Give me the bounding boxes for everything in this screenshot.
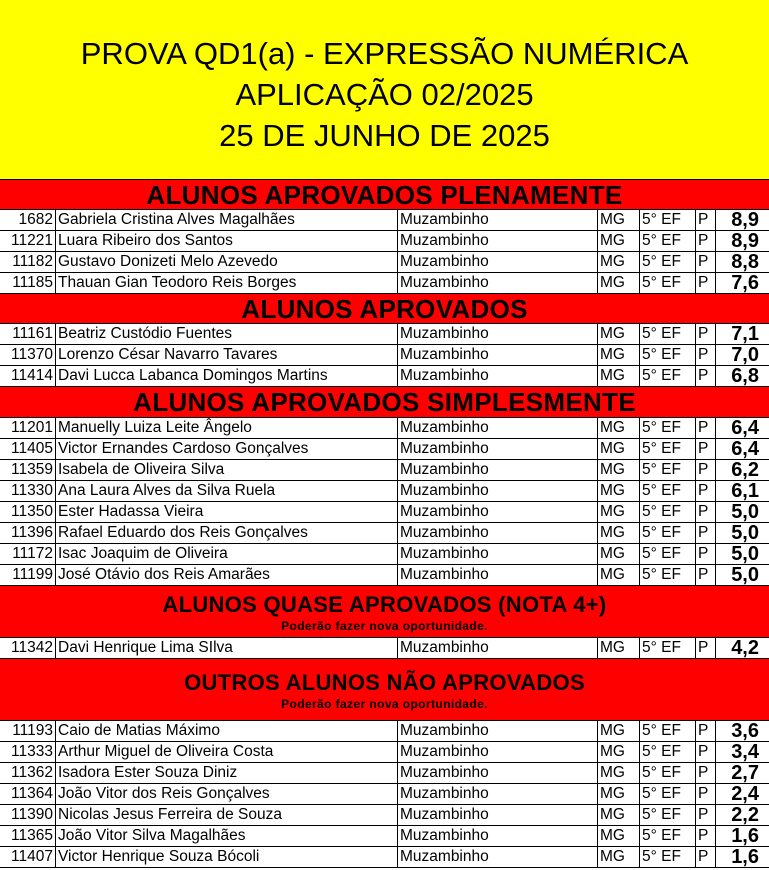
student-grade: 5° EF xyxy=(640,638,696,658)
student-id: 11350 xyxy=(0,502,56,522)
student-score: 2,4 xyxy=(731,784,759,804)
student-score: 5,0 xyxy=(731,523,759,543)
student-grade: 5° EF xyxy=(640,273,696,293)
student-id: 11199 xyxy=(0,565,56,585)
student-grade: 5° EF xyxy=(640,826,696,846)
student-id: 11364 xyxy=(0,784,56,804)
student-state: MG xyxy=(598,523,640,543)
section-header xyxy=(0,586,769,638)
student-grade: 5° EF xyxy=(640,210,696,230)
student-type: P xyxy=(696,523,716,543)
student-id: 11362 xyxy=(0,763,56,783)
student-id: 11161 xyxy=(0,324,56,344)
student-type: P xyxy=(696,805,716,825)
table-row xyxy=(0,418,769,439)
table-row xyxy=(0,345,769,366)
student-state: MG xyxy=(598,418,640,438)
student-city: Muzambinho xyxy=(398,252,598,272)
section-subtitle: Poderão fazer nova oportunidade. xyxy=(281,696,488,711)
table-row xyxy=(0,826,769,847)
table-row xyxy=(0,721,769,742)
student-grade: 5° EF xyxy=(640,544,696,564)
student-state: MG xyxy=(598,826,640,846)
student-type: P xyxy=(696,439,716,459)
table-row xyxy=(0,565,769,586)
section-header xyxy=(0,180,769,210)
section-title: OUTROS ALUNOS NÃO APROVADOS xyxy=(184,669,585,695)
student-name: Manuelly Luiza Leite Ângelo xyxy=(56,418,398,438)
table-row xyxy=(0,231,769,252)
student-city: Muzambinho xyxy=(398,481,598,501)
student-score: 6,4 xyxy=(731,439,759,459)
student-state: MG xyxy=(598,210,640,230)
student-id: 11370 xyxy=(0,345,56,365)
student-grade: 5° EF xyxy=(640,439,696,459)
student-city: Muzambinho xyxy=(398,439,598,459)
section-title: ALUNOS APROVADOS xyxy=(241,293,528,324)
student-state: MG xyxy=(598,252,640,272)
student-score: 7,6 xyxy=(731,273,759,293)
student-state: MG xyxy=(598,544,640,564)
student-type: P xyxy=(696,366,716,386)
section-title: ALUNOS APROVADOS PLENAMENTE xyxy=(146,179,623,210)
student-id: 11172 xyxy=(0,544,56,564)
student-id: 11333 xyxy=(0,742,56,762)
section-header xyxy=(0,659,769,721)
student-score: 2,2 xyxy=(731,805,759,825)
student-city: Muzambinho xyxy=(398,638,598,658)
student-id: 11359 xyxy=(0,460,56,480)
student-score: 3,6 xyxy=(731,721,759,741)
student-id: 1682 xyxy=(0,210,56,230)
student-score: 6,1 xyxy=(731,481,759,501)
student-type: P xyxy=(696,231,716,251)
student-city: Muzambinho xyxy=(398,502,598,522)
student-state: MG xyxy=(598,638,640,658)
student-grade: 5° EF xyxy=(640,805,696,825)
student-id: 11182 xyxy=(0,252,56,272)
student-name: José Otávio dos Reis Amarães xyxy=(56,565,398,585)
student-type: P xyxy=(696,784,716,804)
student-score: 6,4 xyxy=(731,418,759,438)
student-name: Arthur Miguel de Oliveira Costa xyxy=(56,742,398,762)
student-state: MG xyxy=(598,502,640,522)
exam-title: PROVA QD1(a) - EXPRESSÃO NUMÉRICA xyxy=(80,36,689,71)
student-id: 11365 xyxy=(0,826,56,846)
student-type: P xyxy=(696,502,716,522)
student-state: MG xyxy=(598,460,640,480)
student-state: MG xyxy=(598,231,640,251)
student-name: Davi Lucca Labanca Domingos Martins xyxy=(56,366,398,386)
student-type: P xyxy=(696,418,716,438)
student-name: João Vitor Silva Magalhães xyxy=(56,826,398,846)
sections-container xyxy=(0,180,769,868)
student-grade: 5° EF xyxy=(640,784,696,804)
student-id: 11390 xyxy=(0,805,56,825)
student-name: Isabela de Oliveira Silva xyxy=(56,460,398,480)
student-score: 5,0 xyxy=(731,565,759,585)
student-name: Isadora Ester Souza Diniz xyxy=(56,763,398,783)
student-name: Nicolas Jesus Ferreira de Souza xyxy=(56,805,398,825)
student-name: Ana Laura Alves da Silva Ruela xyxy=(56,481,398,501)
student-type: P xyxy=(696,544,716,564)
student-score: 8,8 xyxy=(731,252,759,272)
student-city: Muzambinho xyxy=(398,324,598,344)
student-name: Gustavo Donizeti Melo Azevedo xyxy=(56,252,398,272)
student-type: P xyxy=(696,565,716,585)
student-city: Muzambinho xyxy=(398,231,598,251)
student-city: Muzambinho xyxy=(398,523,598,543)
student-id: 11342 xyxy=(0,638,56,658)
student-id: 11185 xyxy=(0,273,56,293)
student-name: João Vitor dos Reis Gonçalves xyxy=(56,784,398,804)
student-name: Victor Henrique Souza Bócoli xyxy=(56,847,398,867)
student-state: MG xyxy=(598,439,640,459)
student-id: 11193 xyxy=(0,721,56,741)
student-score: 8,9 xyxy=(731,231,759,251)
student-city: Muzambinho xyxy=(398,460,598,480)
table-row xyxy=(0,805,769,826)
student-grade: 5° EF xyxy=(640,231,696,251)
student-state: MG xyxy=(598,805,640,825)
student-grade: 5° EF xyxy=(640,721,696,741)
table-row xyxy=(0,638,769,659)
student-city: Muzambinho xyxy=(398,805,598,825)
student-score: 5,0 xyxy=(731,502,759,522)
table-row xyxy=(0,544,769,565)
table-row xyxy=(0,324,769,345)
student-grade: 5° EF xyxy=(640,847,696,867)
student-city: Muzambinho xyxy=(398,721,598,741)
table-row xyxy=(0,502,769,523)
student-city: Muzambinho xyxy=(398,847,598,867)
section-subtitle: Poderão fazer nova oportunidade. xyxy=(281,618,488,633)
student-name: Gabriela Cristina Alves Magalhães xyxy=(56,210,398,230)
student-grade: 5° EF xyxy=(640,366,696,386)
student-name: Thauan Gian Teodoro Reis Borges xyxy=(56,273,398,293)
student-grade: 5° EF xyxy=(640,345,696,365)
section-header xyxy=(0,294,769,324)
student-grade: 5° EF xyxy=(640,481,696,501)
student-grade: 5° EF xyxy=(640,523,696,543)
exam-date: 25 DE JUNHO DE 2025 xyxy=(219,118,550,153)
student-type: P xyxy=(696,763,716,783)
student-type: P xyxy=(696,826,716,846)
student-grade: 5° EF xyxy=(640,252,696,272)
student-city: Muzambinho xyxy=(398,366,598,386)
student-type: P xyxy=(696,460,716,480)
table-row xyxy=(0,523,769,544)
student-score: 6,2 xyxy=(731,460,759,480)
student-city: Muzambinho xyxy=(398,565,598,585)
student-id: 11396 xyxy=(0,523,56,543)
student-state: MG xyxy=(598,847,640,867)
student-grade: 5° EF xyxy=(640,460,696,480)
student-city: Muzambinho xyxy=(398,742,598,762)
table-row xyxy=(0,784,769,805)
student-grade: 5° EF xyxy=(640,418,696,438)
student-score: 3,4 xyxy=(731,742,759,762)
section-title: ALUNOS APROVADOS SIMPLESMENTE xyxy=(133,387,636,417)
table-row xyxy=(0,763,769,784)
section-title: ALUNOS QUASE APROVADOS (NOTA 4+) xyxy=(162,591,607,617)
student-grade: 5° EF xyxy=(640,742,696,762)
table-row xyxy=(0,439,769,460)
student-type: P xyxy=(696,345,716,365)
student-state: MG xyxy=(598,481,640,501)
student-id: 11414 xyxy=(0,366,56,386)
student-state: MG xyxy=(598,345,640,365)
student-grade: 5° EF xyxy=(640,502,696,522)
table-row xyxy=(0,742,769,763)
student-state: MG xyxy=(598,366,640,386)
student-name: Isac Joaquim de Oliveira xyxy=(56,544,398,564)
student-id: 11330 xyxy=(0,481,56,501)
student-city: Muzambinho xyxy=(398,345,598,365)
student-type: P xyxy=(696,273,716,293)
table-row xyxy=(0,481,769,502)
student-name: Luara Ribeiro dos Santos xyxy=(56,231,398,251)
student-id: 11201 xyxy=(0,418,56,438)
student-name: Caio de Matias Máximo xyxy=(56,721,398,741)
student-name: Lorenzo César Navarro Tavares xyxy=(56,345,398,365)
section-header xyxy=(0,387,769,418)
student-state: MG xyxy=(598,273,640,293)
student-id: 11407 xyxy=(0,847,56,867)
table-row xyxy=(0,366,769,387)
student-grade: 5° EF xyxy=(640,565,696,585)
student-score: 7,0 xyxy=(731,345,759,365)
student-state: MG xyxy=(598,324,640,344)
student-name: Beatriz Custódio Fuentes xyxy=(56,324,398,344)
student-score: 1,6 xyxy=(731,826,759,846)
student-type: P xyxy=(696,210,716,230)
student-type: P xyxy=(696,481,716,501)
student-type: P xyxy=(696,847,716,867)
student-score: 5,0 xyxy=(731,544,759,564)
student-id: 11221 xyxy=(0,231,56,251)
student-id: 11405 xyxy=(0,439,56,459)
student-state: MG xyxy=(598,742,640,762)
student-city: Muzambinho xyxy=(398,210,598,230)
student-score: 6,8 xyxy=(731,366,759,386)
student-state: MG xyxy=(598,721,640,741)
student-score: 7,1 xyxy=(731,324,759,344)
student-name: Victor Ernandes Cardoso Gonçalves xyxy=(56,439,398,459)
student-city: Muzambinho xyxy=(398,418,598,438)
student-name: Rafael Eduardo dos Reis Gonçalves xyxy=(56,523,398,543)
student-score: 2,7 xyxy=(731,763,759,783)
student-type: P xyxy=(696,324,716,344)
student-city: Muzambinho xyxy=(398,544,598,564)
student-state: MG xyxy=(598,784,640,804)
student-score: 8,9 xyxy=(731,210,759,230)
student-score: 4,2 xyxy=(731,638,759,658)
table-row xyxy=(0,460,769,481)
student-type: P xyxy=(696,252,716,272)
student-name: Davi Henrique Lima SIlva xyxy=(56,638,398,658)
table-row xyxy=(0,252,769,273)
title-header xyxy=(0,0,769,180)
table-row xyxy=(0,210,769,231)
application-number: APLICAÇÃO 02/2025 xyxy=(235,77,534,112)
student-city: Muzambinho xyxy=(398,826,598,846)
student-city: Muzambinho xyxy=(398,784,598,804)
student-grade: 5° EF xyxy=(640,763,696,783)
student-state: MG xyxy=(598,763,640,783)
student-state: MG xyxy=(598,565,640,585)
student-grade: 5° EF xyxy=(640,324,696,344)
student-city: Muzambinho xyxy=(398,273,598,293)
student-score: 1,6 xyxy=(731,847,759,867)
table-row xyxy=(0,847,769,868)
student-city: Muzambinho xyxy=(398,763,598,783)
student-name: Ester Hadassa Vieira xyxy=(56,502,398,522)
student-type: P xyxy=(696,721,716,741)
student-type: P xyxy=(696,638,716,658)
student-type: P xyxy=(696,742,716,762)
table-row xyxy=(0,273,769,294)
